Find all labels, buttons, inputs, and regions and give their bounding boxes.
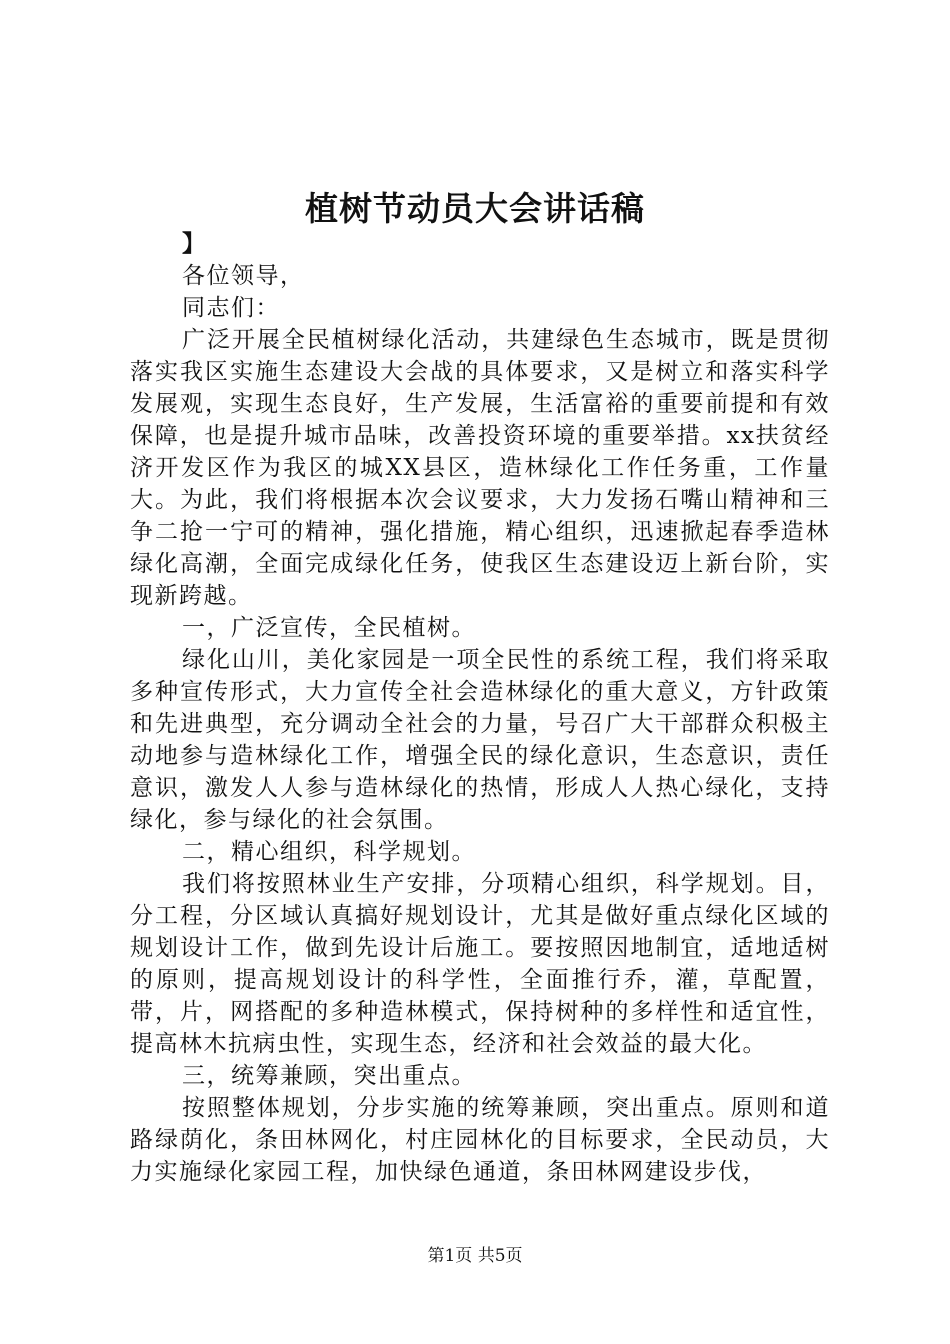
salutation-leaders: 各位领导， [182,263,305,289]
document-title: 植树节动员大会讲话稿 [305,189,645,228]
paragraph-section-2: 我们将按照林业生产安排，分项精心组织，科学规划。目，分工程，分区域认真搞好规划设计，尤其是做好重点绿化区域的规划设计工作，做到先设计后施工。要按照因地制宜，适地适树的原则，提高规划设计的科学性，全面推行乔，灌，草配置，带，片，网搭配的多种造林模式，保持树种的多样性和适宜性，提高林木抗病虫性，实现生态，经济和社会效益的最大化。 [130,871,830,1057]
section-heading-1: 一，广泛宣传，全民植树。 [182,615,476,641]
bracket-mark: 】 [182,230,207,257]
paragraph-section-3: 按照整体规划，分步实施的统筹兼顾，突出重点。原则和道路绿荫化，条田林网化，村庄园林化的目标要求，全民动员，大力实施绿化家园工程，加快绿色通道，条田林网建设步伐， [130,1095,830,1185]
page-number-footer: 第1页 共5页 [427,1246,523,1266]
paragraph-intro: 广泛开展全民植树绿化活动，共建绿色生态城市，既是贯彻落实我区实施生态建设大会战的具体要求，又是树立和落实科学发展观，实现生态良好，生产发展，生活富裕的重要前提和有效保障，也是提升城市品味，改善投资环境的重要举措。xx扶贫经济开发区作为我区的城XX县区，造林绿化工作任务重，工作量大。为此，我们将根据本次会议要求，大力发扬石嘴山精神和三争二抢一宁可的精神，强化措施，精心组织，迅速掀起春季造林绿化高潮，全面完成绿化任务，使我区生态建设迈上新台阶，实现新跨越。 [130,327,830,609]
salutation-comrades: 同志们： [182,295,280,321]
paragraph-section-1: 绿化山川，美化家园是一项全民性的系统工程，我们将采取多种宣传形式，大力宣传全社会造林绿化的重大意义，方针政策和先进典型，充分调动全社会的力量，号召广大干部群众积极主动地参与造林绿化工作，增强全民的绿化意识，生态意识，责任意识，激发人人参与造林绿化的热情，形成人人热心绿化，支持绿化，参与绿化的社会氛围。 [130,647,830,833]
document-body [130,228,830,1188]
section-heading-3: 三，统筹兼顾，突出重点。 [182,1063,476,1089]
section-heading-2: 二，精心组织，科学规划。 [182,839,476,865]
